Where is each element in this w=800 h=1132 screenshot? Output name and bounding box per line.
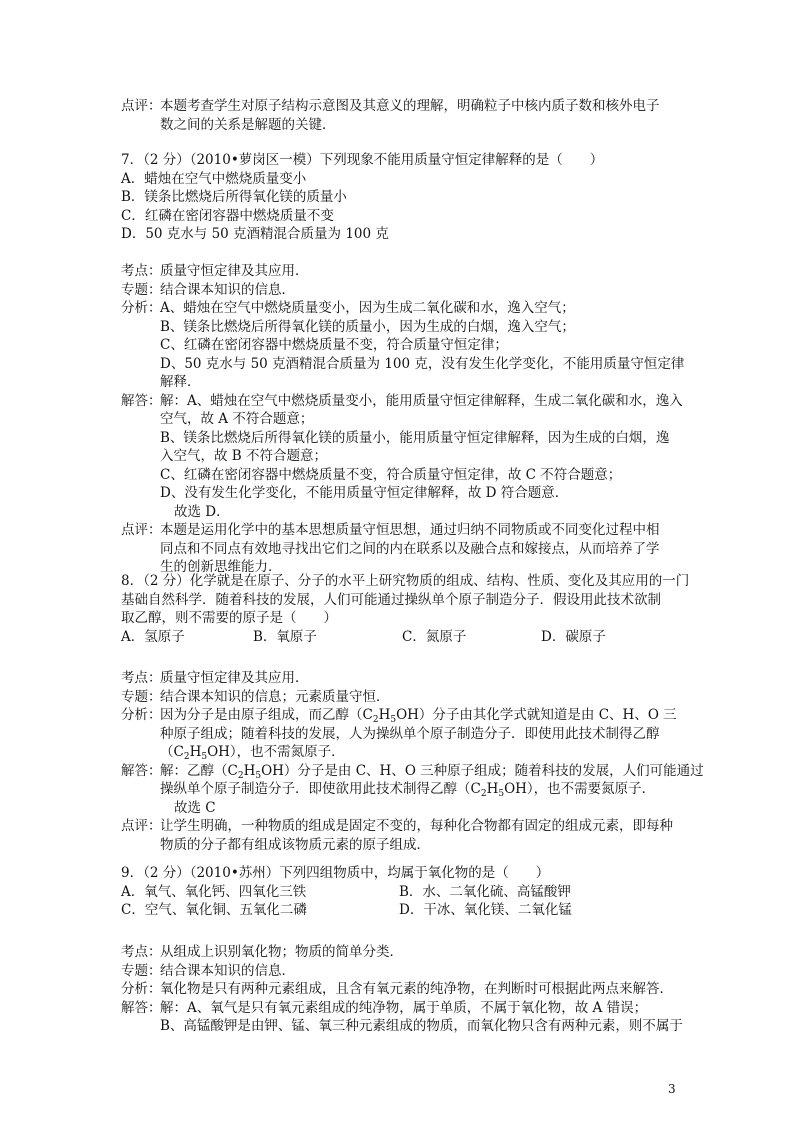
option-b: B．镁条比燃烧后所得氧化镁的质量小 — [121, 189, 347, 205]
fenxi-row — [121, 980, 681, 999]
q7-analysis — [121, 262, 685, 577]
review-line: 数之间的关系是解题的关键． — [160, 116, 336, 133]
fenxi-line: 种原子组成；随着科技的发展，人为操纵单个原子制造分子．即使用此技术制得乙醇 — [160, 725, 660, 742]
dianping-label: 点评： — [121, 522, 162, 538]
question-stem: 基础自然科学．随着科技的发展，人们可能通过操纵单个原子制造分子．假设用此技术欲制 — [121, 591, 661, 608]
kaodian-text: 质量守恒定律及其应用． — [160, 670, 309, 686]
kaodian-row — [121, 669, 681, 688]
options-row — [121, 883, 681, 902]
option-a: A．氧气、氧化钙、四氧化三铁 — [121, 883, 307, 900]
kaodian-text: 质量守恒定律及其应用． — [160, 263, 309, 279]
dianping-line: 同点和不同点有效地寻找出它们之间的内在联系以及融合点和嫁接点，从而培养了学 — [160, 540, 660, 557]
question-stem: 取乙醇，则不需要的原子是（ ） — [121, 610, 337, 626]
kaodian-row — [121, 262, 681, 281]
dianping-row — [121, 817, 681, 854]
q8-analysis — [121, 669, 704, 854]
dianping-line: 物质的分子都有组成该物质元素的原子组成． — [160, 836, 430, 853]
options-row — [121, 628, 681, 647]
fenxi-row — [121, 299, 685, 392]
dianping-line: 本题是运用化学中的基本思想质量守恒思想，通过归纳不同物质或不同变化过程中相 — [160, 522, 660, 538]
page-number: 3 — [668, 1082, 676, 1096]
jieda-label: 解答： — [121, 999, 162, 1016]
jieda-line: B、高锰酸钾是由钾、锰、氧三种元素组成的物质，而氧化物只含有两种元素，则不属于 — [160, 1018, 683, 1034]
jieda-line: 故选 D． — [174, 503, 230, 520]
kaodian-text: 从组成上识别氧化物；物质的简单分类． — [160, 944, 403, 960]
option-d: D．干冰、氧化镁、二氧化锰 — [399, 902, 572, 918]
zhuanti-label: 专题： — [121, 281, 162, 298]
review-top — [121, 97, 681, 134]
question-stem: 7．（2 分）（2010•萝岗区一模）下列现象不能用质量守恒定律解释的是（ ） — [121, 152, 604, 168]
fenxi-line: A、蜡烛在空气中燃烧质量变小，因为生成二氧化碳和水，逸入空气； — [160, 300, 575, 316]
jieda-line: 空气，故 A 不符合题意； — [160, 411, 314, 427]
fenxi-label: 分析： — [121, 981, 162, 997]
review-label: 点评： — [121, 98, 162, 114]
question-stem: 8．（2 分）化学就是在原子、分子的水平上研究物质的组成、结构、性质、变化及其应用的一门 — [121, 573, 690, 589]
jieda-line: 解：A、蜡烛在空气中燃烧质量变小，能用质量守恒定律解释，生成二氧化碳和水，逸入 — [160, 392, 683, 409]
jieda-row — [121, 999, 681, 1036]
dianping-row — [121, 521, 681, 577]
jieda-label: 解答： — [121, 392, 162, 409]
jieda-row — [121, 392, 681, 522]
jieda-line: D、没有发生化学变化，不能用质量守恒定律解释，故 D 符合题意． — [160, 485, 569, 501]
option-c: C．氮原子 — [402, 628, 467, 645]
dianping-line: 让学生明确，一种物质的组成是固定不变的，每种化合物都有固定的组成元素，即每种 — [160, 818, 673, 834]
question-8 — [121, 572, 690, 646]
fenxi-line: C、红磷在密闭容器中燃烧质量不变，符合质量守恒定律； — [160, 337, 508, 353]
jieda-line: 解：乙醇$(C_2H_5OH)$分子是由 C、H、O 三种原子组成；随着科技的发展，人们可能通过 — [160, 762, 704, 781]
review-line: 本题考查学生对原子结构示意图及其意义的理解，明确粒子中核内质子数和核外电子 — [160, 98, 660, 114]
option-b: B．水、二氧化硫、高锰酸钾 — [399, 883, 571, 900]
question-7 — [121, 151, 681, 244]
jieda-line: 操纵单个原子制造分子．即使欲用此技术制得乙醇$(C_2H_5OH)$，也不需要氮原子． — [160, 781, 656, 799]
zhuanti-text: 结合课本知识的信息． — [160, 281, 295, 298]
kaodian-label: 考点： — [121, 670, 162, 686]
option-d: D．50 克水与 50 克酒精混合质量为 100 克 — [121, 226, 389, 242]
zhuanti-label: 专题： — [121, 688, 162, 705]
jieda-line: 入空气，故 B 不符合题意； — [160, 448, 328, 464]
question-stem: 9．（2 分）（2010•苏州）下列四组物质中，均属于氧化物的是（ ） — [121, 865, 550, 881]
kaodian-row — [121, 943, 681, 962]
fenxi-text: 氧化物是只有两种元素组成，且含有氧元素的纯净物，在判断时可根据此两点来解答． — [160, 981, 673, 997]
zhuanti-row — [121, 688, 681, 707]
option-d: D．碳原子 — [541, 628, 606, 645]
dianping-label: 点评： — [121, 818, 162, 834]
zhuanti-text: 结合课本知识的信息． — [160, 962, 295, 979]
fenxi-line: 因为分子是由原子组成，而乙醇$(C_2H_5OH)$分子由其化学式就知道是由 C、H、O 三 — [160, 707, 677, 725]
q9-analysis — [121, 943, 681, 1036]
fenxi-line: $(C_2H_5OH)$，也不需氮原子． — [160, 744, 345, 762]
fenxi-line: 解释． — [160, 374, 201, 390]
zhuanti-label: 专题： — [121, 962, 162, 979]
fenxi-label: 分析： — [121, 707, 162, 723]
kaodian-label: 考点： — [121, 263, 162, 279]
option-a: A．蜡烛在空气中燃烧质量变小 — [121, 170, 307, 187]
option-b: B．氧原子 — [253, 628, 317, 645]
dianping-line: 生的创新思维能力． — [160, 559, 282, 575]
zhuanti-row — [121, 962, 681, 981]
fenxi-row — [121, 706, 681, 762]
zhuanti-text: 结合课本知识的信息；元素质量守恒． — [160, 688, 390, 705]
jieda-line: B、镁条比燃烧后所得氧化镁的质量小，能用质量守恒定律解释，因为生成的白烟，逸 — [160, 429, 670, 446]
jieda-line: C、红磷在密闭容器中燃烧质量不变，符合质量守恒定律，故 C 不符合题意； — [160, 466, 622, 483]
jieda-line: 解：A、氧气是只有氧元素组成的纯净物，属于单质，不属于氧化物，故 A 错误； — [160, 999, 648, 1016]
kaodian-label: 考点： — [121, 944, 162, 960]
option-a: A．氢原子 — [121, 628, 185, 645]
option-c: C．空气、氧化铜、五氧化二磷 — [121, 902, 307, 918]
jieda-label: 解答： — [121, 762, 162, 779]
fenxi-line: B、镁条比燃烧后所得氧化镁的质量小，因为生成的白烟，逸入空气； — [160, 318, 575, 335]
zhuanti-row — [121, 281, 681, 300]
question-9 — [121, 864, 681, 920]
jieda-row — [121, 762, 704, 818]
fenxi-line: D、50 克水与 50 克酒精混合质量为 100 克，没有发生化学变化，不能用质量守恒定律 — [160, 355, 685, 372]
jieda-line: 故选 C — [174, 799, 216, 816]
option-c: C．红磷在密闭容器中燃烧质量不变 — [121, 207, 334, 224]
fenxi-label: 分析： — [121, 300, 162, 316]
options-row — [121, 901, 681, 920]
